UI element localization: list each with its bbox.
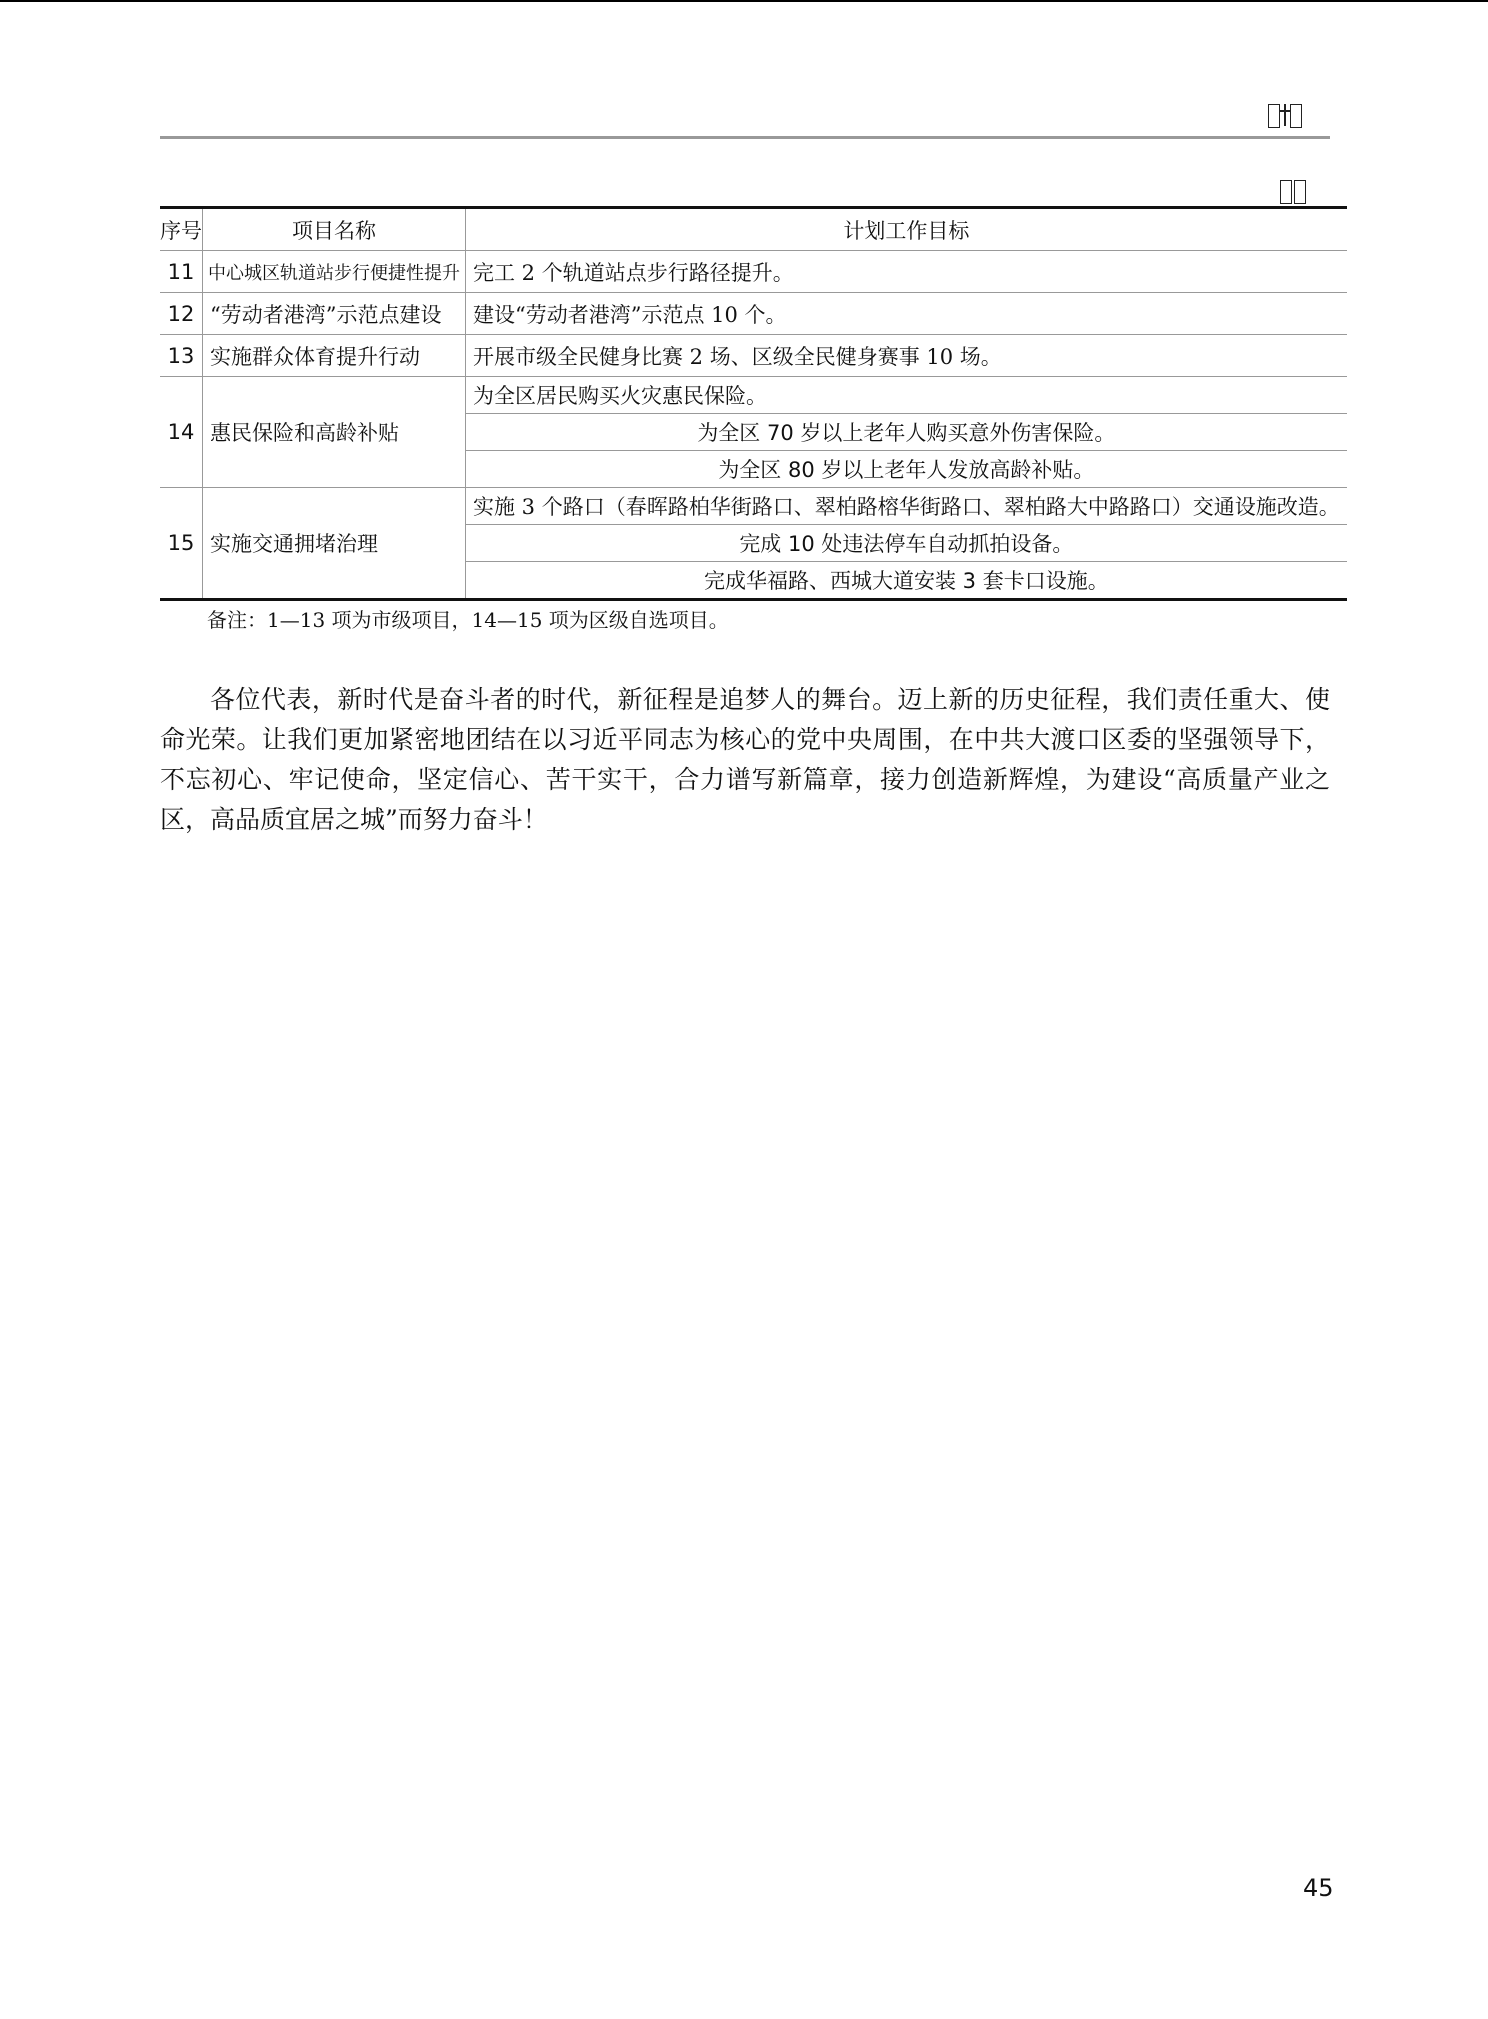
- header-no: 序号: [160, 208, 203, 251]
- row-goal: 为全区 80 岁以上老年人发放高龄补贴。: [466, 451, 1347, 488]
- header-goal: 计划工作目标: [466, 208, 1347, 251]
- row-goal: 为全区 70 岁以上老年人购买意外伤害保险。: [466, 414, 1347, 451]
- row-no: 15: [160, 488, 203, 600]
- page-top-border: [0, 0, 1488, 2]
- row-goal: 建设“劳动者港湾”示范点 10 个。: [466, 293, 1347, 335]
- row-no: 12: [160, 293, 203, 335]
- row-goal: 完成 10 处违法停车自动抓拍设备。: [466, 525, 1347, 562]
- row-name: 实施群众体育提升行动: [203, 335, 466, 377]
- row-no: 14: [160, 377, 203, 488]
- row-no: 13: [160, 335, 203, 377]
- row-goal: 完工 2 个轨道站点步行路径提升。: [466, 251, 1347, 293]
- header-name: 项目名称: [203, 208, 466, 251]
- table-row: [160, 251, 1347, 293]
- row-goal: 开展市级全民健身比赛 2 场、区级全民健身赛事 10 场。: [466, 335, 1347, 377]
- row-name: 惠民保险和高龄补贴: [203, 377, 466, 488]
- table-row: [160, 488, 1347, 525]
- header-rule: [160, 136, 1330, 139]
- table-caption-glyph-mark: [1280, 180, 1306, 204]
- row-name: “劳动者港湾”示范点建设: [203, 293, 466, 335]
- table-row: [160, 293, 1347, 335]
- table-header-row: [160, 208, 1347, 251]
- row-goal: 实施 3 个路口（春晖路柏华街路口、翠柏路榕华街路口、翠柏路大中路路口）交通设施改造。: [466, 488, 1347, 525]
- table-row: [160, 377, 1347, 414]
- row-goal: 为全区居民购买火灾惠民保险。: [466, 377, 1347, 414]
- row-no: 11: [160, 251, 203, 293]
- row-goal: 完成华福路、西城大道安装 3 套卡口设施。: [466, 562, 1347, 600]
- page-number: 45: [1303, 1874, 1334, 1902]
- row-name: 实施交通拥堵治理: [203, 488, 466, 600]
- project-table: [160, 206, 1347, 601]
- table-note: 备注：1—13 项为市级项目，14—15 项为区级自选项目。: [207, 608, 729, 632]
- row-name: 中心城区轨道站步行便捷性提升: [203, 251, 466, 293]
- header-glyph-mark: [1268, 104, 1302, 128]
- closing-paragraph: 各位代表，新时代是奋斗者的时代，新征程是追梦人的舞台。迈上新的历史征程，我们责任重大、使命光荣。让我们更加紧密地团结在以习近平同志为核心的党中央周围，在中共大渡口区委的坚强领导下，不忘初心、牢记使命，坚定信心、苦干实干，合力谱写新篇章，接力创造新辉煌，为建设“高质量产业之区，高品质宜居之城”而努力奋斗！: [160, 685, 1330, 834]
- table-row: [160, 335, 1347, 377]
